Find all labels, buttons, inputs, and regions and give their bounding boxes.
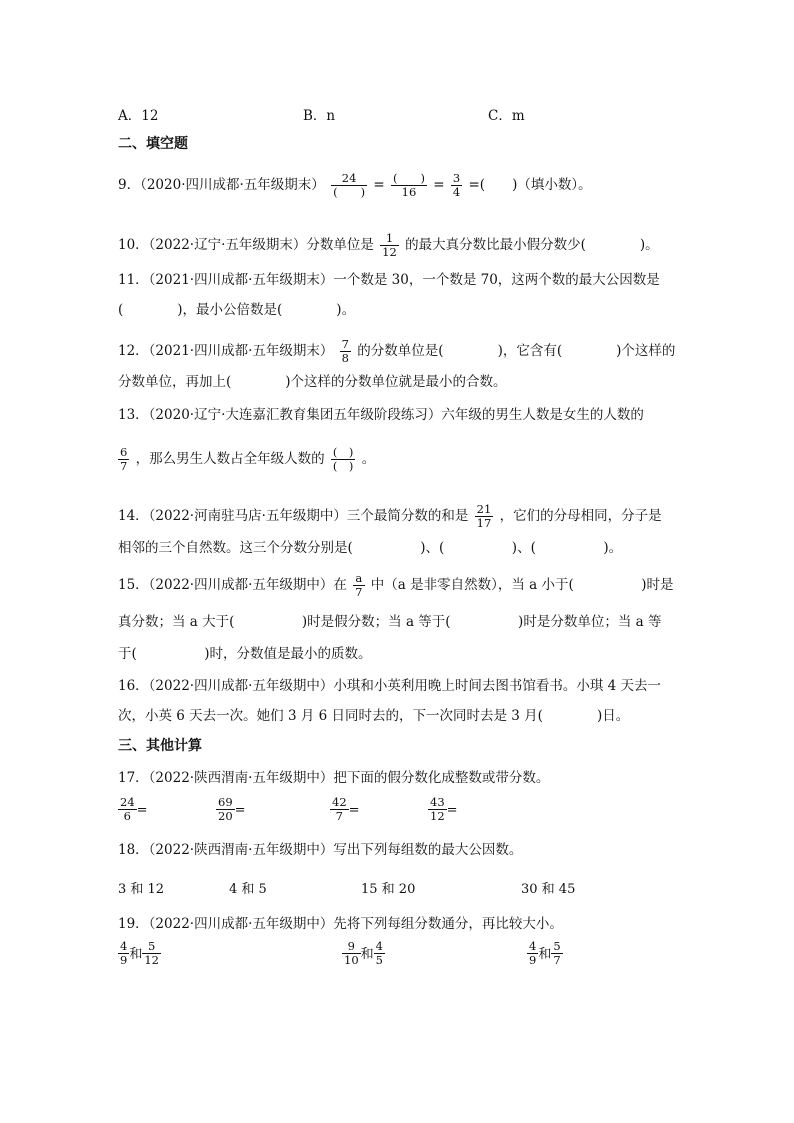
fraction: $\frac{7}{8}$ (341, 337, 349, 365)
option-c[interactable]: C．m (488, 108, 525, 124)
fraction: $\frac{24}{( )}$ (333, 171, 366, 199)
question-11-line2[interactable]: ( )，最小公倍数是( )。 (118, 302, 356, 318)
q17-item-4[interactable]: $\frac{43}{12}$ = (430, 795, 458, 823)
question-18: 18．（2022·陕西渭南·五年级期中）写出下列每组数的最大公因数。 (118, 842, 523, 858)
question-19: 19．（2022·四川成都·五年级期中）先将下列每组分数通分，再比较大小。 (118, 916, 563, 932)
fraction: $\frac{6}{7}$ (120, 445, 128, 473)
question-17: 17．（2022·陕西渭南·五年级期中）把下面的假分数化成整数或带分数。 (118, 770, 550, 786)
section-heading-fill-blank: 二、填空题 (118, 136, 188, 152)
fraction: $\frac{a}{7}$ (355, 571, 363, 599)
fraction: $\frac{21}{17}$ (476, 502, 492, 530)
q19-group-2[interactable]: $\frac{9}{10}$ 和 $\frac{4}{5}$ (344, 939, 383, 967)
q19-group-3[interactable]: $\frac{4}{9}$ 和 $\frac{5}{7}$ (529, 939, 561, 967)
q18-item-4[interactable]: 30 和 45 (521, 882, 576, 897)
section-heading-other-calc: 三、其他计算 (118, 738, 202, 754)
blank[interactable]: =( )（填小数）。 (468, 177, 592, 193)
question-14: 14．（2022·河南驻马店·五年级期中）三个最简分数的和是 $\frac{21}{17}$ ，它们的分母相同，分子是 (118, 502, 662, 530)
question-11-line1: 11．（2021·四川成都·五年级期末）一个数是 30，一个数是 70，这两个数的最大公因数是 (118, 272, 660, 288)
question-14-line2[interactable]: 相邻的三个自然数。这三个分数分别是( )、( )、( )。 (118, 540, 623, 556)
q18-item-2[interactable]: 4 和 5 (229, 882, 267, 897)
question-10: 10．（2022·辽宁·五年级期末）分数单位是 $\frac{1}{12}$ 的最大真分数比最小假分数少( )。 (118, 231, 659, 259)
blank[interactable]: ( ) (333, 185, 366, 199)
blank[interactable]: 中（a 是非零自然数），当 a 小于( )时是 (370, 577, 674, 593)
fraction: $\frac{3}{4}$ (452, 171, 461, 199)
q18-item-3[interactable]: 15 和 20 (361, 882, 416, 897)
blank[interactable]: ( ) (392, 171, 425, 185)
question-12-line2[interactable]: 分数单位，再加上( )个这样的分数单位就是最小的合数。 (118, 374, 507, 390)
q17-item-1[interactable]: $\frac{24}{6}$ = (120, 795, 148, 823)
question-16-line2[interactable]: 次，小英 6 天去一次。她们 3 月 6 日同时去的，下一次同时去是 3 月( )日。 (118, 708, 630, 724)
q18-item-1[interactable]: 3 和 12 (118, 882, 165, 897)
question-15-line3[interactable]: 于( )时，分数值是最小的质数。 (118, 646, 372, 662)
question-15: 15．（2022·四川成都·五年级期中）在 $\frac{a}{7}$ 中（a 是非零自然数），当 a 小于( )时是 (118, 571, 674, 599)
option-a[interactable]: A．12 (118, 108, 159, 124)
question-16-line1: 16．（2022·四川成都·五年级期中）小琪和小英利用晚上时间去图书馆看书。小琪 4 天去一 (118, 678, 662, 694)
q19-group-1[interactable]: $\frac{4}{9}$ 和 $\frac{5}{12}$ (120, 939, 159, 967)
fraction-blank[interactable]: $\frac{( )}{( )}$ (332, 445, 354, 473)
q17-item-3[interactable]: $\frac{42}{7}$ = (332, 795, 360, 823)
q17-item-2[interactable]: $\frac{69}{20}$ = (218, 795, 246, 823)
question-13-line2: $\frac{6}{7}$ ，那么男生人数占全年级人数的 $\frac{( )}{( )}$ 。 (120, 445, 376, 473)
blank[interactable]: 的分数单位是( )，它含有( )个这样的 (357, 343, 676, 359)
option-b[interactable]: B．n (303, 108, 336, 124)
fraction: $\frac{1}{12}$ (382, 231, 397, 259)
question-9: 9．（2020·四川成都·五年级期末） $\frac{24}{( )}$ = $\frac{( )}{16}$ = $\frac{3}{4}$ =( )（填小数）。 (118, 171, 592, 199)
question-13-line1: 13．（2020·辽宁·大连嘉汇教育集团五年级阶段练习）六年级的男生人数是女生的人数的 (118, 407, 644, 423)
question-15-line2[interactable]: 真分数；当 a 大于( )时是假分数；当 a 等于( )时是分数单位；当 a 等 (118, 614, 662, 630)
blank[interactable]: 的最大真分数比最小假分数少( )。 (405, 237, 659, 253)
question-12: 12．（2021·四川成都·五年级期末） $\frac{7}{8}$ 的分数单位是( )，它含有( )个这样的 (118, 337, 676, 365)
fraction: $\frac{( )}{16}$ (392, 171, 425, 199)
